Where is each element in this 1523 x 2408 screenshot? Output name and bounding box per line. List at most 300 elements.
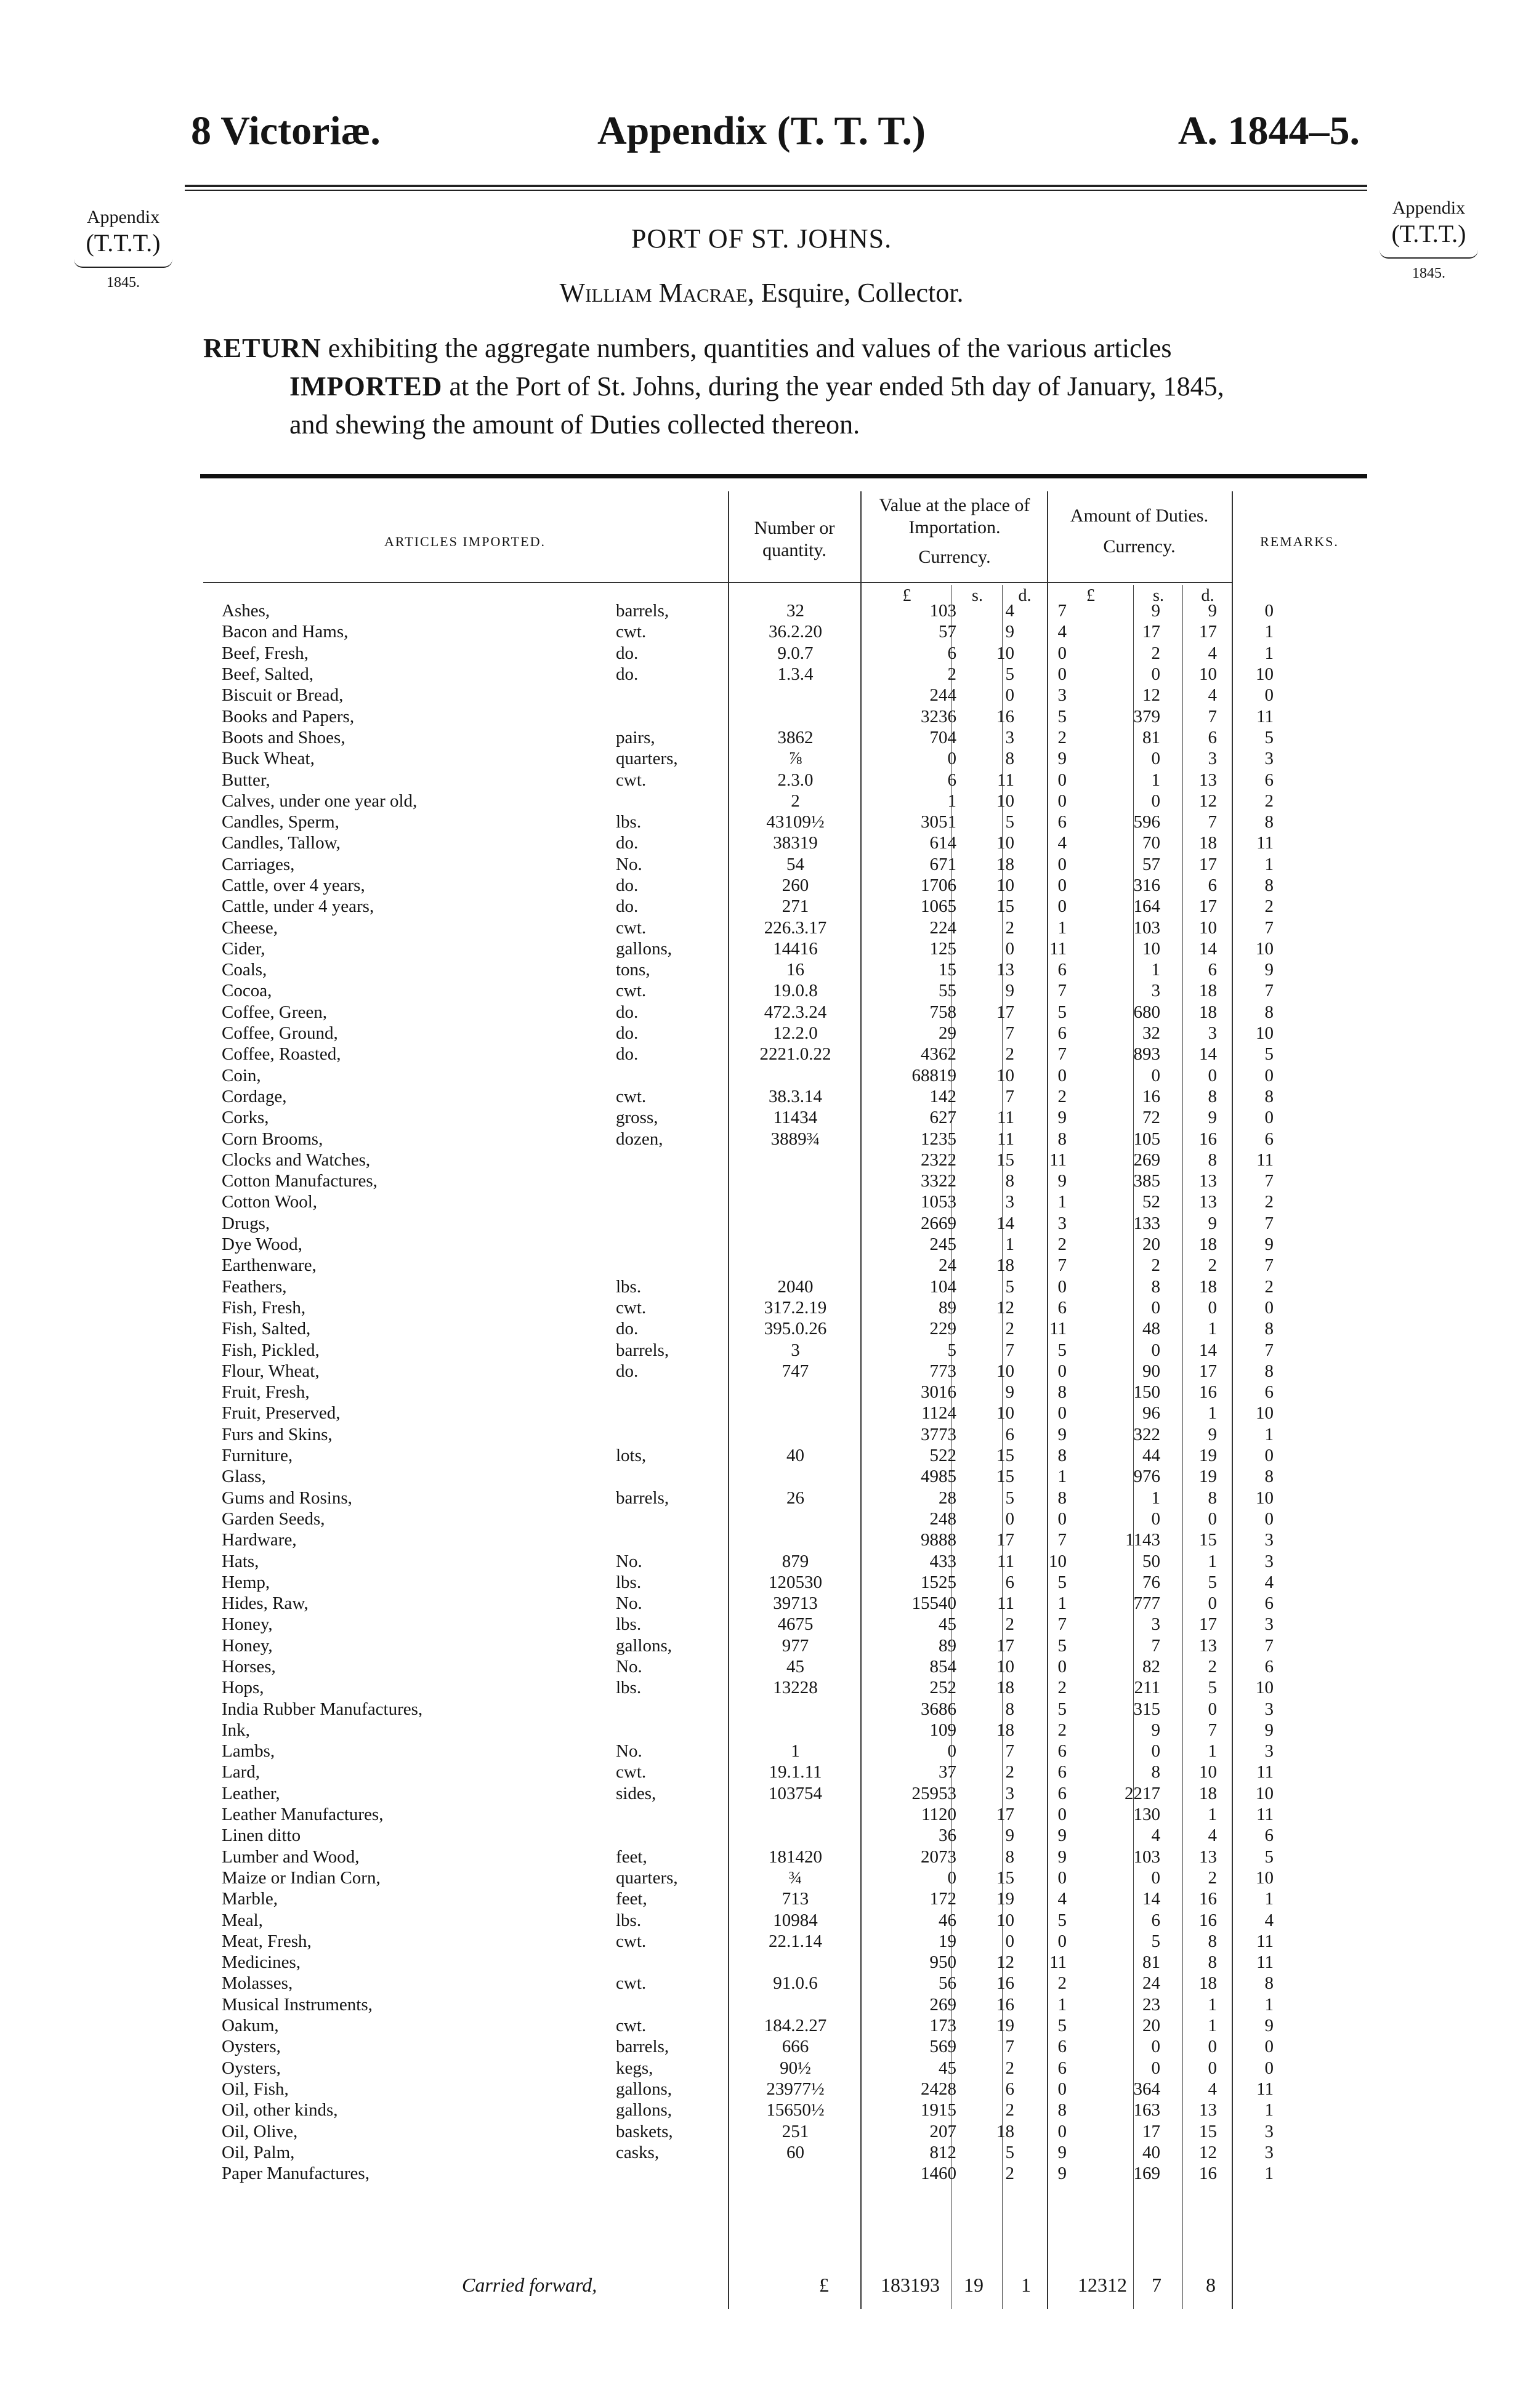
column-header-value: Value at the place of Importation. (879, 495, 1030, 538)
value-pounds: 9888 (921, 1530, 956, 1550)
duty-pounds: 169 (1133, 2164, 1160, 2184)
duty-pence: 8 (1264, 1086, 1274, 1106)
article-name: Hats, (222, 1551, 259, 1571)
article-quantity (724, 1191, 867, 1212)
table-row (203, 1466, 1281, 1487)
duty-shillings: 10 (1199, 917, 1217, 938)
article-name: Paper Manufactures, (222, 2164, 370, 2184)
article-quantity: 11434 (773, 1108, 818, 1128)
article-unit: lbs. (616, 1276, 642, 1297)
value-pence: 0 (1057, 1361, 1067, 1381)
duty-shillings: 9 (1208, 1213, 1217, 1233)
value-pence: 3 (1057, 1213, 1067, 1233)
table-row (203, 1318, 1281, 1339)
article-name: Ink, (222, 1720, 250, 1740)
value-shillings: 11 (997, 1108, 1014, 1128)
value-shillings: 17 (996, 1635, 1014, 1656)
intro-text-3: and shewing the amount of Duties collected thereon. (289, 409, 860, 440)
duty-pounds: 5 (1151, 1931, 1160, 1951)
article-name: Coffee, Green, (222, 1002, 327, 1022)
duty-pounds: 596 (1133, 812, 1160, 832)
value-pounds: 1460 (921, 2164, 956, 2184)
value-pence: 1 (1057, 1593, 1067, 1614)
duty-shillings: 10 (1199, 1762, 1217, 1782)
duty-pence: 7 (1264, 917, 1274, 938)
article-name: Medicines, (222, 1952, 301, 1973)
table-row (203, 643, 1281, 664)
duty-pence: 1 (1264, 622, 1274, 642)
duty-shillings: 3 (1208, 749, 1217, 769)
article-quantity: 1.3.4 (777, 664, 814, 685)
value-pounds: 3051 (921, 812, 956, 832)
table-row (203, 1783, 1281, 1804)
table-row (203, 1994, 1281, 2015)
value-pounds: 173 (929, 2016, 956, 2036)
value-pence: 0 (1057, 1656, 1067, 1677)
article-quantity: 19.1.11 (769, 1762, 822, 1782)
article-name: Oysters, (222, 2058, 281, 2078)
article-quantity: 26 (786, 1488, 804, 1508)
duty-shillings: 18 (1199, 1234, 1217, 1255)
duty-pence: 8 (1264, 812, 1274, 832)
value-pence: 0 (1057, 1805, 1067, 1825)
article-name: Lambs, (222, 1741, 275, 1762)
duty-shillings: 0 (1208, 1508, 1217, 1529)
value-pounds: 4985 (921, 1467, 956, 1487)
duty-shillings: 0 (1208, 1699, 1217, 1719)
duty-pounds: 0 (1151, 1065, 1160, 1085)
article-quantity: 91.0.6 (773, 1973, 818, 1994)
article-unit: lots, (616, 1446, 647, 1466)
value-pounds: 2428 (921, 2079, 956, 2099)
margin-year: 1845. (1412, 265, 1445, 281)
value-shillings: 11 (997, 1129, 1014, 1149)
value-pounds: 1065 (921, 896, 956, 917)
value-pence: 11 (1049, 938, 1067, 959)
article-quantity: 666 (782, 2037, 809, 2057)
value-pence: 8 (1057, 1129, 1067, 1149)
article-unit: gallons, (616, 2100, 673, 2120)
value-pounds: 248 (929, 1508, 956, 1529)
value-shillings: 15 (996, 896, 1014, 917)
intro-text-1: exhibiting the aggregate numbers, quantities and values of the various articles (321, 333, 1172, 363)
duty-pounds: 9 (1151, 1720, 1160, 1740)
duty-pounds: 2 (1151, 1255, 1160, 1276)
article-unit: quarters, (616, 749, 678, 769)
duty-pounds: 50 (1142, 1551, 1160, 1571)
duty-pounds: 96 (1142, 1403, 1160, 1423)
duty-pounds: 269 (1133, 1150, 1160, 1170)
value-pounds: 2073 (921, 1846, 956, 1867)
value-shillings: 3 (1005, 727, 1014, 747)
table-row (203, 1508, 1281, 1529)
duty-shillings: 16 (1199, 1889, 1217, 1909)
duty-pence: 11 (1256, 1150, 1274, 1170)
value-shillings: 18 (996, 1720, 1014, 1740)
article-name: Oil, Olive, (222, 2121, 298, 2141)
article-unit: do. (616, 643, 639, 663)
duty-pence: 9 (1264, 1720, 1274, 1740)
value-pence: 7 (1057, 601, 1067, 621)
duty-pounds: 17 (1142, 2121, 1160, 2141)
table-row (203, 811, 1281, 832)
article-name: Beef, Salted, (222, 664, 313, 685)
duty-shillings: 8 (1208, 1150, 1217, 1170)
table-row (203, 1213, 1281, 1234)
duty-shillings: 1 (1208, 2016, 1217, 2036)
value-shillings: 10 (996, 1403, 1014, 1423)
article-quantity: 260 (782, 876, 809, 895)
value-shillings: 10 (996, 791, 1014, 811)
article-name: Horses, (222, 1656, 276, 1677)
return-keyword: RETURN (203, 333, 321, 363)
value-shillings: 2 (1005, 917, 1014, 938)
duty-shillings: 0 (1208, 2037, 1217, 2057)
article-unit (616, 1804, 724, 1825)
duty-pounds: 16 (1142, 1086, 1160, 1106)
duty-pounds: 0 (1151, 1741, 1160, 1762)
table-row (203, 875, 1281, 896)
duty-shillings: 12 (1199, 791, 1217, 811)
article-unit (616, 1424, 724, 1445)
article-quantity (724, 1994, 867, 2015)
duty-shillings: 2 (1208, 1867, 1217, 1888)
duty-pounds: 17 (1142, 622, 1160, 642)
table-row (203, 791, 1281, 811)
duty-pence: 0 (1264, 2037, 1274, 2057)
table-row (203, 1973, 1281, 1994)
value-shillings: 15 (996, 1446, 1014, 1466)
article-unit: cwt. (616, 770, 647, 790)
value-pence: 6 (1057, 960, 1067, 980)
duty-pounds: 9 (1151, 601, 1160, 621)
duty-pence: 5 (1264, 727, 1274, 747)
value-pounds: 1 (947, 791, 956, 811)
value-pounds: 109 (929, 1720, 956, 1740)
article-unit: casks, (616, 2142, 660, 2162)
duty-pounds: 14 (1142, 1889, 1160, 1909)
article-unit (616, 1720, 724, 1741)
article-unit: cwt. (616, 1931, 647, 1951)
article-name: Coffee, Ground, (222, 1023, 338, 1044)
article-name: Ashes, (222, 601, 270, 621)
margin-code: (T.T.T.) (1391, 220, 1466, 248)
pound-sign: £ (902, 586, 911, 605)
value-pounds: 29 (939, 1023, 956, 1044)
article-name: Cattle, under 4 years, (222, 896, 374, 917)
article-quantity: 181420 (769, 1846, 822, 1867)
value-pence: 0 (1057, 896, 1067, 917)
article-name: Garden Seeds, (222, 1508, 325, 1529)
duty-pence: 1 (1264, 2164, 1274, 2184)
article-quantity (724, 1529, 867, 1550)
value-pence: 9 (1057, 1846, 1067, 1867)
article-name: Honey, (222, 1614, 273, 1635)
duty-pounds: 893 (1133, 1044, 1160, 1065)
value-pence: 0 (1057, 1065, 1067, 1085)
article-quantity: 43109½ (766, 812, 825, 832)
value-pounds: 269 (929, 1994, 956, 2015)
value-pence: 4 (1057, 833, 1067, 853)
value-pounds: 773 (929, 1361, 956, 1381)
duty-pence: 0 (1264, 601, 1274, 621)
duty-pounds: 1 (1151, 1488, 1160, 1508)
article-unit: cwt. (616, 1973, 647, 1994)
article-name: Glass, (222, 1467, 266, 1487)
article-quantity (724, 1698, 867, 1719)
value-pence: 0 (1057, 1276, 1067, 1297)
duty-pence: 7 (1264, 1171, 1274, 1191)
collector-title: , Esquire, Collector. (747, 278, 964, 308)
duty-pence: 8 (1264, 876, 1274, 895)
duty-pounds: 0 (1151, 664, 1160, 685)
article-quantity: 38.3.14 (769, 1086, 822, 1106)
duty-pence: 0 (1264, 1108, 1274, 1128)
duty-shillings: 16 (1199, 1129, 1217, 1149)
value-pence: 8 (1057, 2100, 1067, 2120)
table-row (203, 1128, 1281, 1149)
article-unit: feet, (616, 1889, 647, 1909)
value-pounds: 89 (939, 1635, 956, 1656)
article-name: Feathers, (222, 1276, 287, 1297)
duty-pounds: 57 (1142, 854, 1160, 874)
duty-pence: 2 (1264, 791, 1274, 811)
article-quantity: 3862 (777, 727, 814, 747)
value-pence: 9 (1057, 1108, 1067, 1128)
value-pounds: 2322 (921, 1150, 956, 1170)
duty-pence: 0 (1264, 685, 1274, 706)
table-row (203, 2120, 1281, 2141)
value-pounds: 15 (939, 960, 956, 980)
value-pence: 0 (1057, 1403, 1067, 1423)
duty-pence: 9 (1264, 2016, 1274, 2036)
margin-label: Appendix (86, 207, 160, 227)
duty-pounds: 82 (1142, 1656, 1160, 1677)
duty-pounds: 164 (1133, 896, 1160, 917)
value-shillings: 16 (996, 1994, 1014, 2015)
table-row (203, 1635, 1281, 1656)
article-name: Biscuit or Bread, (222, 685, 344, 706)
value-pence: 4 (1057, 622, 1067, 642)
duty-pence: 6 (1264, 1382, 1274, 1403)
value-shillings: 9 (1005, 1382, 1014, 1403)
article-unit (616, 1191, 724, 1212)
duty-pence: 0 (1264, 1446, 1274, 1466)
value-shillings: 10 (996, 1910, 1014, 1930)
article-unit: do. (616, 664, 639, 685)
duty-pence: 3 (1264, 749, 1274, 769)
value-pence: 0 (1057, 770, 1067, 790)
value-shillings: 2 (1005, 1614, 1014, 1635)
article-unit: gallons, (616, 938, 673, 959)
value-shillings: 3 (1005, 1783, 1014, 1803)
table-row (203, 748, 1281, 769)
duty-pounds: 0 (1151, 1867, 1160, 1888)
article-unit: do. (616, 833, 639, 853)
article-unit (616, 1255, 724, 1276)
value-pence: 5 (1057, 1635, 1067, 1656)
article-name: Hemp, (222, 1572, 270, 1592)
article-name: India Rubber Manufactures, (222, 1699, 423, 1719)
duty-shillings: 18 (1199, 1002, 1217, 1022)
article-unit: dozen, (616, 1129, 663, 1149)
article-name: Cider, (222, 938, 265, 959)
value-shillings: 8 (1005, 1699, 1014, 1719)
article-name: Coin, (222, 1065, 261, 1085)
article-unit: lbs. (616, 1678, 642, 1698)
table-row (203, 1720, 1281, 1741)
duty-pounds: 385 (1133, 1171, 1160, 1191)
value-pence: 9 (1057, 1826, 1067, 1846)
duty-pence: 10 (1256, 1783, 1274, 1803)
table-row (203, 1065, 1281, 1086)
duties-currency: Currency. (1103, 536, 1176, 557)
value-pence: 6 (1057, 2058, 1067, 2078)
return-description (203, 329, 1373, 444)
duty-pounds: 0 (1151, 1340, 1160, 1360)
value-shillings: 6 (1005, 1572, 1014, 1592)
article-quantity (724, 1234, 867, 1255)
table-row (203, 1593, 1281, 1614)
duty-pounds: 976 (1133, 1467, 1160, 1487)
table-row (203, 1825, 1281, 1846)
table-row (203, 959, 1281, 980)
article-unit (616, 1698, 724, 1719)
value-shillings: 7 (1005, 1023, 1014, 1044)
column-header-duties: Amount of Duties. (1070, 505, 1209, 526)
table-top-rule (200, 474, 1367, 478)
article-quantity: 45 (786, 1656, 804, 1677)
value-pounds: 125 (929, 938, 956, 959)
article-quantity: 60 (786, 2142, 804, 2162)
duty-pence: 10 (1256, 1023, 1274, 1044)
duty-pence: 3 (1264, 1614, 1274, 1635)
duty-shillings: 1 (1208, 1994, 1217, 2015)
article-name: Cheese, (222, 917, 278, 938)
duty-pounds: 44 (1142, 1446, 1160, 1466)
total-duty-pounds: 12312 (1078, 2274, 1127, 2296)
value-pence: 6 (1057, 1762, 1067, 1782)
value-pence: 5 (1057, 1340, 1067, 1360)
duty-pence: 5 (1264, 1846, 1274, 1867)
value-pence: 0 (1057, 664, 1067, 685)
table-row (203, 980, 1281, 1001)
value-shillings: 10 (996, 876, 1014, 895)
value-shillings: 0 (1005, 938, 1014, 959)
value-pounds: 3686 (921, 1699, 956, 1719)
value-pence: 9 (1057, 2142, 1067, 2162)
table-row (203, 1403, 1281, 1423)
value-shillings: 5 (1005, 2142, 1014, 2162)
table-row (203, 1909, 1281, 1930)
article-name: Maize or Indian Corn, (222, 1867, 381, 1888)
column-header-remarks: REMARKS. (1260, 534, 1339, 549)
duty-pence: 3 (1264, 1551, 1274, 1571)
header-rule-thin (185, 190, 1367, 191)
duty-pounds: 130 (1133, 1805, 1160, 1825)
duty-pence: 8 (1264, 1319, 1274, 1339)
value-pounds: 229 (929, 1319, 956, 1339)
duty-shillings: 18 (1199, 1973, 1217, 1994)
article-unit: baskets, (616, 2121, 673, 2141)
table-row (203, 664, 1281, 685)
duty-pence: 9 (1264, 960, 1274, 980)
duty-pence: 3 (1264, 1530, 1274, 1550)
value-pence: 9 (1057, 749, 1067, 769)
margin-year: 1845. (107, 275, 140, 291)
article-quantity: 120530 (769, 1572, 822, 1592)
duty-shillings: 17 (1199, 1614, 1217, 1635)
value-pounds: 0 (947, 749, 956, 769)
value-pounds: 1120 (921, 1805, 956, 1825)
value-pence: 5 (1057, 2016, 1067, 2036)
article-unit: No. (616, 1741, 642, 1762)
duty-pence: 1 (1264, 854, 1274, 874)
article-unit: cwt. (616, 1086, 647, 1106)
duty-pounds: 6 (1151, 1910, 1160, 1930)
table-row (203, 1107, 1281, 1128)
table-row (203, 1931, 1281, 1952)
article-unit: lbs. (616, 1572, 642, 1592)
value-pounds: 68819 (911, 1065, 956, 1085)
article-unit (616, 1952, 724, 1973)
value-pounds: 45 (939, 1614, 956, 1635)
article-name: Furs and Skins, (222, 1424, 333, 1444)
article-quantity: 747 (782, 1361, 809, 1381)
value-shillings: 4 (1005, 601, 1014, 621)
value-pence: 7 (1057, 1530, 1067, 1550)
table-row (203, 2100, 1281, 2120)
value-shillings: 3 (1005, 1192, 1014, 1212)
value-shillings: 8 (1005, 1171, 1014, 1191)
value-pounds: 25953 (911, 1783, 956, 1803)
table-row (203, 727, 1281, 748)
article-name: Coffee, Roasted, (222, 1044, 341, 1065)
duty-pounds: 52 (1142, 1192, 1160, 1212)
intro-text-2: at the Port of St. Johns, during the year ended 5th day of January, 1845, (442, 371, 1224, 401)
article-unit: do. (616, 1044, 639, 1065)
article-name: Cotton Manufactures, (222, 1171, 378, 1191)
shillings-label: s. (972, 586, 983, 605)
duty-pounds: 0 (1151, 749, 1160, 769)
table-row (203, 896, 1281, 917)
article-name: Earthenware, (222, 1255, 317, 1276)
duty-shillings: 10 (1199, 664, 1217, 685)
duty-pounds: 364 (1133, 2079, 1160, 2099)
value-shillings: 9 (1005, 981, 1014, 1001)
value-pounds: 5 (947, 1340, 956, 1360)
article-unit: lbs. (616, 812, 642, 832)
value-shillings: 1 (1005, 1234, 1014, 1255)
article-name: Boots and Shoes, (222, 727, 345, 747)
article-unit: tons, (616, 960, 650, 980)
value-pence: 3 (1057, 685, 1067, 706)
article-name: Honey, (222, 1635, 273, 1656)
value-shillings: 19 (996, 1889, 1014, 1909)
value-pence: 6 (1057, 1783, 1067, 1803)
duty-shillings: 14 (1199, 938, 1217, 959)
article-name: Carriages, (222, 854, 295, 874)
header-rule (185, 185, 1367, 187)
value-shillings: 6 (1005, 1424, 1014, 1444)
article-quantity (724, 1170, 867, 1191)
article-quantity: 2040 (777, 1276, 814, 1297)
article-quantity: 103754 (769, 1783, 822, 1803)
value-pence: 6 (1057, 1297, 1067, 1318)
duty-pounds: 163 (1133, 2100, 1160, 2120)
value-pounds: 671 (929, 854, 956, 874)
article-name: Butter, (222, 770, 270, 790)
